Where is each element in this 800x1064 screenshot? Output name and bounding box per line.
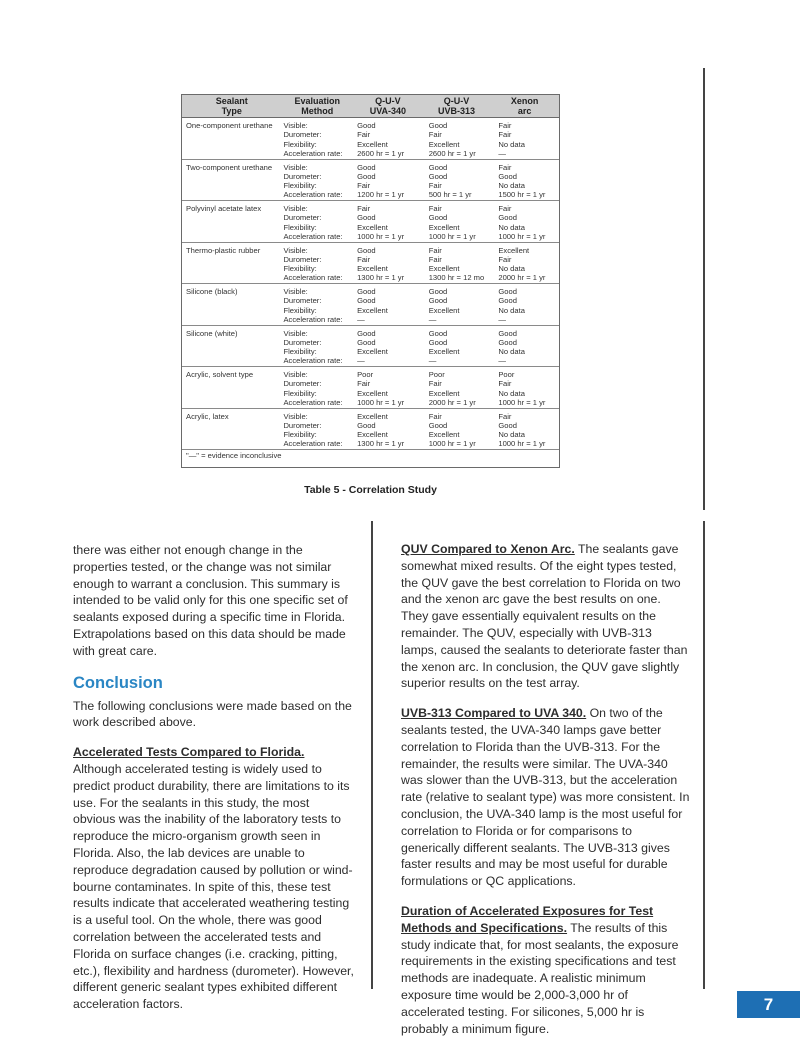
table-cell-value: Good: [498, 337, 517, 347]
uvb313-cell: [423, 370, 491, 408]
column-divider-top: [703, 68, 705, 510]
sealant-type-cell: Two-component urethane: [186, 162, 273, 172]
uvb313-cell: [423, 246, 491, 284]
evaluation-method-cell: [281, 121, 353, 159]
table-cell-value: Excellent: [357, 411, 388, 421]
table-cell-value: No data: [498, 181, 525, 191]
xenon-cell: [490, 370, 559, 408]
table-cell-value: Good: [428, 287, 448, 296]
table-footnote: "—" = evidence inconclusive: [186, 451, 282, 460]
table-cell-value: Acceleration rate:: [283, 148, 343, 158]
table-cell-value: Good: [357, 328, 376, 338]
table-row: [182, 367, 559, 409]
table-cell-value: Good: [428, 213, 448, 223]
table-cell-value: Fair: [498, 254, 512, 264]
table-cell-value: Good: [498, 171, 517, 181]
quv-xenon-heading: QUV Compared to Xenon Arc.: [401, 542, 575, 556]
evaluation-method-cell: [281, 204, 353, 242]
sealant-type-cell: Thermo-plastic rubber: [186, 245, 261, 255]
table-cell-value: Poor: [498, 370, 515, 379]
table-cell-value: Fair: [498, 121, 512, 130]
table-row: [182, 118, 559, 160]
table-cell-value: Good: [498, 420, 517, 430]
header-quv-uvb313: Q-U-V UVB-313: [438, 96, 476, 116]
table-cell-value: Good: [357, 213, 376, 223]
table-cell-value: 1000 hr = 1 yr: [498, 397, 546, 407]
table-cell-value: Good: [357, 296, 376, 306]
sealant-type-cell: Polyvinyl acetate latex: [186, 204, 262, 213]
table-cell-value: Fair: [428, 411, 442, 421]
table-cell-value: Good: [357, 171, 376, 181]
evaluation-method-cell: [281, 246, 353, 284]
table-cell-value: Fair: [428, 204, 442, 213]
xenon-cell: [490, 121, 559, 159]
table-cell-value: Fair: [357, 130, 371, 140]
table-cell-value: Flexibility:: [283, 139, 317, 149]
table-cell-value: Poor: [428, 370, 445, 379]
table-cell-value: Poor: [357, 370, 374, 379]
table-cell-value: Excellent: [428, 222, 460, 232]
column-divider-right: [703, 521, 705, 989]
table-cell-value: Excellent: [428, 305, 460, 315]
quv-xenon-text: The sealants gave somewhat mixed results. Of the eight types tested, the QUV gave the best correlation to Florida on two and the xenon arc gave the best results on one. They gave essentially equivalent results on the remainder. The QUV, especially with UVB-313 lamps, caused the sealants to deteriorate faster than the xenon arc. In conclusion, the QUV gave slightly superior results on the test array.: [401, 542, 688, 691]
table-cell-value: Acceleration rate:: [283, 231, 343, 241]
table-cell-value: —: [428, 356, 437, 366]
table-cell-value: Good: [357, 121, 376, 130]
table-cell-value: Good: [428, 296, 448, 306]
table-cell-value: Fair: [357, 181, 371, 191]
table-cell-value: —: [357, 314, 365, 324]
table-cell-value: Fair: [498, 162, 512, 172]
uva340-cell: [353, 246, 423, 284]
header-evaluation-method: Evaluation Method: [294, 96, 341, 116]
evaluation-method-cell: [281, 287, 353, 325]
table-cell-value: Flexibility:: [283, 305, 317, 315]
correlation-table: [181, 94, 560, 468]
sealant-type-cell: Acrylic, latex: [186, 411, 229, 421]
column-divider-middle: [371, 521, 373, 989]
table-cell-value: 1300 hr = 1 yr: [357, 439, 405, 449]
table-cell-value: Good: [428, 337, 448, 347]
table-cell-value: 1000 hr = 1 yr: [357, 397, 405, 407]
table-cell-value: No data: [498, 222, 525, 232]
sealant-type-cell: Silicone (black): [186, 287, 238, 296]
evaluation-method-cell: [281, 163, 353, 201]
table-cell-value: —: [357, 356, 365, 366]
table-cell-value: Good: [357, 337, 376, 347]
uvb-uva-heading: UVB-313 Compared to UVA 340.: [401, 706, 587, 721]
table-cell-value: Fair: [498, 130, 512, 140]
table-cell-value: —: [498, 148, 506, 158]
table-cell-value: Excellent: [428, 347, 460, 357]
table-cell-value: Fair: [357, 204, 371, 213]
table-cell-value: —: [498, 356, 506, 366]
table-cell-value: Good: [357, 420, 376, 430]
table-row: [182, 201, 559, 243]
table-row: [182, 409, 559, 451]
table-cell-value: Good: [428, 328, 448, 338]
table-cell-value: 2600 hr = 1 yr: [357, 148, 405, 158]
intro-paragraph: there was either not enough change in the properties tested, or the change was not similar enough to warrant a conclusion. This summary is intended to be valid only for this one specific set of sealants exposed during a specific time in Florida. Extrapolations based on this data should be made with great care.: [73, 543, 348, 658]
table-cell-value: Durometer:: [283, 130, 322, 140]
table-cell-value: Good: [357, 162, 376, 172]
table-cell-value: Flexibility:: [283, 222, 317, 232]
table-cell-value: Fair: [428, 181, 442, 191]
table-cell-value: No data: [498, 139, 525, 149]
table-cell-value: Flexibility:: [283, 264, 317, 274]
table-cell-value: 1200 hr = 1 yr: [357, 190, 405, 200]
xenon-cell: [490, 204, 559, 242]
table-cell-value: 1000 hr = 1 yr: [498, 231, 546, 241]
header-quv-uva340: Q-U-V UVA-340: [369, 96, 407, 116]
table-cell-value: —: [428, 314, 437, 324]
uvb313-cell: [423, 163, 491, 201]
table-caption: Table 5 - Correlation Study: [304, 484, 437, 496]
table-cell-value: Excellent: [357, 430, 388, 440]
table-cell-value: Excellent: [428, 388, 460, 398]
table-row: [182, 284, 559, 326]
accelerated-tests-text: Although accelerated testing is widely used to predict product durability, there are limitations to its use. For the sealants in this study, the most obvious was the inability of the laboratory tests to reproduce the micro-organism growth seen in Florida. Also, the lab devices are unable to reproduce degradation caused by pollution or wind-bourne contaminates. In spite of this, these test results indicate that accelerated weathering testing is a useful tool. On the whole, there was good correlation between the accelerated tests and Florida on surface changes (i.e. cracking, pitting, etc.), flexibility and hardness (durometer). However, different generic sealant types exhibited different acceleration factors.: [73, 761, 354, 1012]
page-number: 7: [737, 991, 800, 1018]
xenon-cell: [490, 163, 559, 201]
table-cell-value: Durometer:: [283, 296, 322, 306]
table-cell-value: Fair: [498, 204, 512, 213]
table-cell-value: Durometer:: [283, 213, 322, 223]
uvb313-cell: [423, 329, 491, 367]
table-row: [182, 243, 559, 285]
table-cell-value: Visible:: [283, 204, 308, 213]
table-cell-value: 1300 hr = 1 yr: [357, 273, 405, 283]
uvb313-cell: [423, 412, 491, 450]
table-cell-value: Acceleration rate:: [283, 190, 343, 200]
table-cell-value: Durometer:: [283, 254, 322, 264]
xenon-cell: [490, 412, 559, 450]
table-cell-value: Visible:: [283, 370, 308, 379]
table-cell-value: Acceleration rate:: [283, 273, 343, 283]
table-cell-value: Good: [357, 287, 376, 296]
table-cell-value: No data: [498, 347, 525, 357]
table-cell-value: Excellent: [357, 222, 388, 232]
table-cell-value: Visible:: [283, 287, 308, 296]
table-cell-value: Excellent: [428, 139, 460, 149]
table-cell-value: 2000 hr = 1 yr: [428, 397, 476, 407]
table-cell-value: 1000 hr = 1 yr: [428, 439, 476, 449]
table-cell-value: No data: [498, 430, 525, 440]
table-cell-value: Visible:: [283, 121, 308, 130]
table-cell-value: 1500 hr = 1 yr: [498, 190, 546, 200]
evaluation-method-cell: [281, 370, 353, 408]
table-header: [182, 95, 559, 118]
table-cell-value: Flexibility:: [283, 430, 317, 440]
table-cell-value: Fair: [428, 379, 442, 389]
uvb-uva-paragraph: [401, 705, 691, 890]
duration-paragraph: [401, 903, 691, 1037]
table-cell-value: Excellent: [357, 264, 388, 274]
duration-heading: Duration of Accelerated Exposures for Test Methods and Specifications.: [401, 903, 654, 935]
table-cell-value: Fair: [428, 254, 442, 264]
conclusion-paragraph: The following conclusions were made based on the work described above.: [73, 698, 352, 730]
uva340-cell: [353, 204, 423, 242]
table-cell-value: Acceleration rate:: [283, 439, 343, 449]
table-body: [182, 118, 559, 450]
table-cell-value: Excellent: [357, 347, 388, 357]
table-cell-value: Durometer:: [283, 337, 322, 347]
uvb313-cell: [423, 121, 491, 159]
table-cell-value: Durometer:: [283, 171, 322, 181]
table-cell-value: 1300 hr = 12 mo: [428, 273, 485, 283]
table-cell-value: Visible:: [283, 411, 308, 421]
table-cell-value: Good: [498, 296, 517, 306]
uvb313-cell: [423, 287, 491, 325]
table-cell-value: Good: [428, 171, 448, 181]
table-cell-value: 1000 hr = 1 yr: [428, 231, 476, 241]
table-cell-value: Good: [498, 213, 517, 223]
table-cell-value: Acceleration rate:: [283, 314, 343, 324]
table-cell-value: Acceleration rate:: [283, 356, 343, 366]
table-cell-value: Fair: [498, 411, 512, 421]
header-xenon-arc: Xenon arc: [510, 96, 539, 116]
table-cell-value: No data: [498, 305, 525, 315]
table-cell-value: Excellent: [498, 245, 530, 255]
table-cell-value: Good: [428, 121, 448, 130]
uva340-cell: [353, 121, 423, 159]
table-cell-value: 500 hr = 1 yr: [428, 190, 472, 200]
table-cell-value: Flexibility:: [283, 388, 317, 398]
quv-xenon-paragraph: [401, 541, 691, 692]
table-cell-value: Fair: [357, 379, 371, 389]
table-cell-value: Good: [498, 287, 517, 296]
accelerated-tests-heading: Accelerated Tests Compared to Florida.: [73, 745, 305, 760]
right-column: [401, 541, 691, 1050]
table-cell-value: Good: [428, 162, 448, 172]
table-cell-value: No data: [498, 264, 525, 274]
table-cell-value: Good: [498, 328, 517, 338]
table-cell-value: Flexibility:: [283, 181, 317, 191]
left-column: [73, 542, 355, 1026]
table-cell-value: Excellent: [428, 430, 460, 440]
table-cell-value: 2000 hr = 1 yr: [498, 273, 546, 283]
table-cell-value: Flexibility:: [283, 347, 317, 357]
table-cell-value: Excellent: [357, 139, 388, 149]
table-cell-value: Fair: [428, 130, 442, 140]
uva340-cell: [353, 412, 423, 450]
duration-text: The results of this study indicate that, for most sealants, the exposure requirements in the existing specifications and test methods are inadequate. A realistic minimum exposure time would be 2,000-3,000 hr of accelerated testing. For silicones, 5,000 hr is probably a minimum figure.: [401, 920, 679, 1036]
xenon-cell: [490, 246, 559, 284]
uva340-cell: [353, 287, 423, 325]
uvb-uva-text: On two of the sealants tested, the UVA-340 lamps gave better correlation to Florida than the UVB-313. For the remainder, the results were similar. The UVA-340 was slower than the UVB-313, but the acceleration rate (relative to sealant type) was more consistent. In conclusion, the UVA-340 lamp is the most useful for correlation to Florida or for comparisons to generically different sealants. The UVB-313 gives faster results and may be most useful for durable formulations or QC applications.: [401, 706, 690, 889]
xenon-cell: [490, 329, 559, 367]
table-row: [182, 326, 559, 368]
uva340-cell: [353, 329, 423, 367]
table-cell-value: Visible:: [283, 162, 308, 172]
table-cell-value: Acceleration rate:: [283, 397, 343, 407]
table-row: [182, 160, 559, 202]
table-cell-value: 1000 hr = 1 yr: [357, 231, 405, 241]
accelerated-tests-paragraph: [73, 744, 355, 1013]
table-cell-value: No data: [498, 388, 525, 398]
uva340-cell: [353, 370, 423, 408]
table-cell-value: Excellent: [428, 264, 460, 274]
uvb313-cell: [423, 204, 491, 242]
table-cell-value: Fair: [357, 254, 371, 264]
table-cell-value: Durometer:: [283, 379, 322, 389]
table-cell-value: Fair: [428, 245, 442, 255]
table-cell-value: Excellent: [357, 305, 388, 315]
table-cell-value: Durometer:: [283, 420, 322, 430]
sealant-type-cell: Silicone (white): [186, 328, 238, 338]
xenon-cell: [490, 287, 559, 325]
table-cell-value: 1000 hr = 1 yr: [498, 439, 546, 449]
sealant-type-cell: One-component urethane: [186, 121, 273, 130]
table-cell-value: Excellent: [357, 388, 388, 398]
evaluation-method-cell: [281, 329, 353, 367]
header-sealant-type: Sealant Type: [215, 96, 248, 116]
table-cell-value: Visible:: [283, 328, 308, 338]
table-cell-value: Good: [428, 420, 448, 430]
table-cell-value: 2600 hr = 1 yr: [428, 148, 476, 158]
sealant-type-cell: Acrylic, solvent type: [186, 370, 254, 379]
table-cell-value: —: [498, 314, 506, 324]
uva340-cell: [353, 163, 423, 201]
table-cell-value: Fair: [498, 379, 512, 389]
conclusion-heading: Conclusion: [73, 673, 163, 692]
evaluation-method-cell: [281, 412, 353, 450]
table-cell-value: Good: [357, 245, 376, 255]
table-cell-value: Visible:: [283, 245, 308, 255]
